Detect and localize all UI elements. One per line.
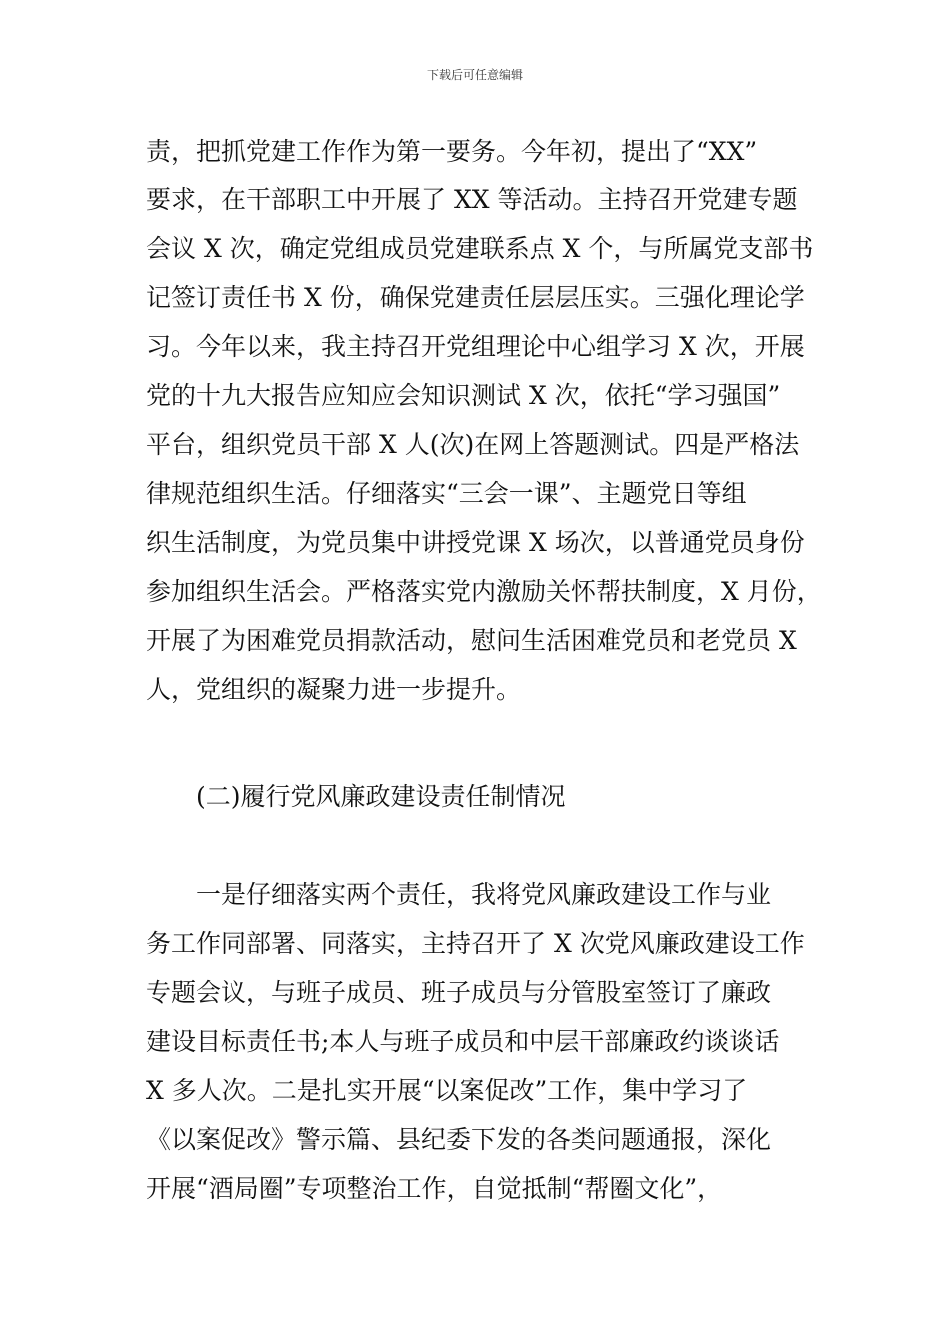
text-line: 会议 X 次，确定党组成员党建联系点 X 个，与所属党支部书 (146, 234, 814, 263)
text-line: 《以案促改》警示篇、县纪委下发的各类问题通报，深化 (146, 1125, 772, 1154)
text-line: 习。今年以来，我主持召开党组理论中心组学习 X 次，开展 (146, 332, 805, 361)
text-line: 务工作同部署、同落实，主持召开了 X 次党风廉政建设工作 (146, 929, 805, 958)
text-line: 要求，在干部职工中开展了 XX 等活动。主持召开党建专题 (146, 185, 798, 214)
text-line: X 多人次。二是扎实开展“以案促改”工作，集中学习了 (146, 1076, 748, 1105)
text-line: 织生活制度，为党员集中讲授党课 X 场次，以普通党员身份 (146, 528, 805, 557)
text-line: 责，把抓党建工作作为第一要务。今年初，提出了“XX” (146, 137, 758, 166)
text-line: 党的十九大报告应知应会知识测试 X 次，依托“学习强国” (146, 381, 781, 410)
text-line: 平台，组织党员干部 X 人(次)在网上答题测试。四是严格法 (146, 430, 800, 459)
section-heading: (二)履行党风廉政建设责任制情况 (196, 782, 566, 811)
text-line: 建设目标责任书;本人与班子成员和中层干部廉政约谈谈话 (146, 1027, 780, 1056)
text-line: 人，党组织的凝聚力进一步提升。 (146, 675, 522, 704)
text-line: 开展了为困难党员捐款活动，慰问生活困难党员和老党员 X (146, 626, 797, 655)
text-line: 一是仔细落实两个责任，我将党风廉政建设工作与业 (196, 880, 772, 909)
text-line: 记签订责任书 X 份，确保党建责任层层压实。三强化理论学 (146, 283, 805, 312)
text-line: 律规范组织生活。仔细落实“三会一课”、主题党日等组 (146, 479, 747, 508)
text-line: 专题会议，与班子成员、班子成员与分管股室签订了廉政 (146, 978, 772, 1007)
page-header: 下载后可任意编辑 (426, 68, 523, 82)
text-line: 参加组织生活会。严格落实党内激励关怀帮扶制度，X 月份， (146, 577, 822, 606)
text-line: 开展“酒局圈”专项整治工作，自觉抵制“帮圈文化”， (146, 1174, 723, 1203)
